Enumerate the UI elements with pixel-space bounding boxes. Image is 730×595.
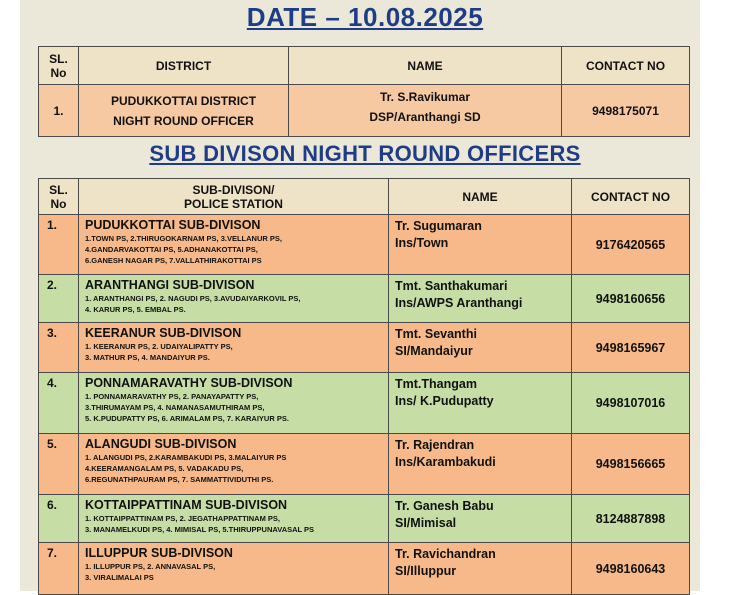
station-line: 6.GANESH NAGAR PS, 7.VALLATHIRAKOTTAI PS (85, 256, 262, 265)
officer-post: SI/Mandaiyur (395, 344, 473, 358)
table-header-row (39, 47, 690, 85)
header-contact: CONTACT NO (562, 47, 690, 85)
officer-name: Tmt. Santhakumari (395, 279, 508, 293)
station-line: 3. VIRALIMALAI PS (85, 573, 154, 582)
station-line: 1. ALANGUDI PS, 2.KARAMBAKUDI PS, 3.MALAIYUR PS (85, 453, 287, 462)
subdivision-name: ILLUPPUR SUB-DIVISON (85, 546, 233, 560)
station-line: 1. ILLUPPUR PS, 2. ANNAVASAL PS, (85, 562, 216, 571)
subdivision-name: KEERANUR SUB-DIVISON (85, 326, 242, 340)
subdivision-name: PUDUKKOTTAI SUB-DIVISON (85, 218, 261, 232)
row-subdivision (79, 215, 389, 275)
row-name (389, 323, 572, 373)
row-contact: 9498175071 (562, 85, 690, 137)
row-sl: 7. (39, 543, 79, 595)
row-sl: 5. (39, 434, 79, 495)
station-line: 1. ARANTHANGI PS, 2. NAGUDI PS, 3.AVUDAIYARKOVIL PS, (85, 294, 301, 303)
station-line: 4.GANDARVAKOTTAI PS, 5.ADHANAKOTTAI PS, (85, 245, 258, 254)
subdivision-officers-table (38, 178, 690, 595)
district-line2: NIGHT ROUND OFFICER (113, 113, 254, 128)
row-name (389, 373, 572, 434)
officer-name: Tmt. Sevanthi (395, 327, 477, 341)
station-line: 3. MATHUR PS, 4. MANDAIYUR PS. (85, 353, 210, 362)
row-sl: 6. (39, 495, 79, 543)
section-heading: SUB DIVISON NIGHT ROUND OFFICERS (149, 141, 581, 166)
officer-post: Ins/Karambakudi (395, 455, 496, 469)
table-header-row (39, 179, 690, 215)
station-line: 1. PONNAMARAVATHY PS, 2. PANAYAPATTY PS, (85, 392, 259, 401)
row-subdivision (79, 373, 389, 434)
subdivision-name: PONNAMARAVATHY SUB-DIVISON (85, 376, 293, 390)
row-sl: 4. (39, 373, 79, 434)
row-subdivision (79, 495, 389, 543)
station-line: 6.REGUNATHPAURAM PS, 7. SAMMATTIVIDUTHI PS. (85, 475, 274, 484)
row-subdivision (79, 275, 389, 323)
row-name (289, 85, 562, 137)
subdivision-name: ALANGUDI SUB-DIVISON (85, 437, 237, 451)
header-name: NAME (389, 179, 572, 215)
station-line: 4. KARUR PS, 5. EMBAL PS. (85, 305, 186, 314)
station-line: 1. KOTTAIPPATTINAM PS, 2. JEGATHAPPATTINAM PS, (85, 514, 281, 523)
row-contact: 9498160643 (572, 543, 690, 595)
officer-name: Tr. Sugumaran (395, 219, 482, 233)
row-sl: 1. (39, 85, 79, 137)
row-subdivision (79, 323, 389, 373)
row-sl: 1. (39, 215, 79, 275)
row-contact: 9498107016 (572, 373, 690, 434)
row-sl: 3. (39, 323, 79, 373)
header-sl: SL. No (39, 47, 79, 85)
officer-name: Tr. Ganesh Babu (395, 499, 494, 513)
row-name (389, 543, 572, 595)
page-title: DATE – 10.08.2025 (246, 2, 484, 32)
officer-name: Tr. Ravichandran (395, 547, 496, 561)
officer-post: SI/Illuppur (395, 564, 457, 578)
district-line1: PUDUKKOTTAI DISTRICT (110, 93, 257, 108)
officer-post: SI/Mimisal (395, 516, 457, 530)
table-row (39, 543, 690, 595)
table-row (39, 434, 690, 495)
officer-post: Ins/Town (395, 236, 449, 250)
row-contact: 9498160656 (572, 275, 690, 323)
row-subdivision (79, 543, 389, 595)
row-district (79, 85, 289, 137)
header-name: NAME (289, 47, 562, 85)
table-row (39, 495, 690, 543)
station-line: 1.TOWN PS, 2.THIRUGOKARNAM PS, 3.VELLANUR PS, (85, 234, 282, 243)
officer-name: Tmt.Thangam (395, 377, 477, 391)
station-line: 3.THIRUMAYAM PS, 4. NAMANASAMUTHIRAM PS, (85, 403, 265, 412)
table-row (39, 373, 690, 434)
row-name (389, 495, 572, 543)
row-subdivision (79, 434, 389, 495)
header-district: DISTRICT (79, 47, 289, 85)
header-contact: CONTACT NO (572, 179, 690, 215)
station-line: 3. MANAMELKUDI PS, 4. MIMISAL PS, 5.THIRUPPUNAVASAL PS (85, 525, 315, 534)
table-row (39, 85, 690, 137)
row-contact: 8124887898 (572, 495, 690, 543)
row-contact: 9176420565 (572, 215, 690, 275)
subdivision-name: ARANTHANGI SUB-DIVISON (85, 278, 255, 292)
name-line2: DSP/Aranthangi SD (369, 110, 481, 124)
officer-post: Ins/ K.Pudupatty (395, 394, 494, 408)
officer-name: Tr. Rajendran (395, 438, 475, 452)
station-line: 1. KEERANUR PS, 2. UDAIYALIPATTY PS, (85, 342, 233, 351)
row-name (389, 434, 572, 495)
officer-post: Ins/AWPS Aranthangi (395, 296, 523, 310)
subdivision-name: KOTTAIPPATTINAM SUB-DIVISON (85, 498, 288, 512)
header-sl: SL. No (39, 179, 79, 215)
table-row (39, 275, 690, 323)
station-line: 4.KEERAMANGALAM PS, 5. VADAKADU PS, (85, 464, 244, 473)
district-officer-table (38, 46, 690, 137)
table-row (39, 323, 690, 373)
header-subdivision: SUB-DIVISON/ POLICE STATION (79, 179, 389, 215)
row-name (389, 215, 572, 275)
station-line: 5. K.PUDUPATTY PS, 6. ARIMALAM PS, 7. KARAIYUR PS. (85, 414, 289, 423)
row-sl: 2. (39, 275, 79, 323)
row-contact: 9498165967 (572, 323, 690, 373)
name-line1: Tr. S.Ravikumar (379, 90, 471, 104)
row-contact: 9498156665 (572, 434, 690, 495)
table-row (39, 215, 690, 275)
row-name (389, 275, 572, 323)
